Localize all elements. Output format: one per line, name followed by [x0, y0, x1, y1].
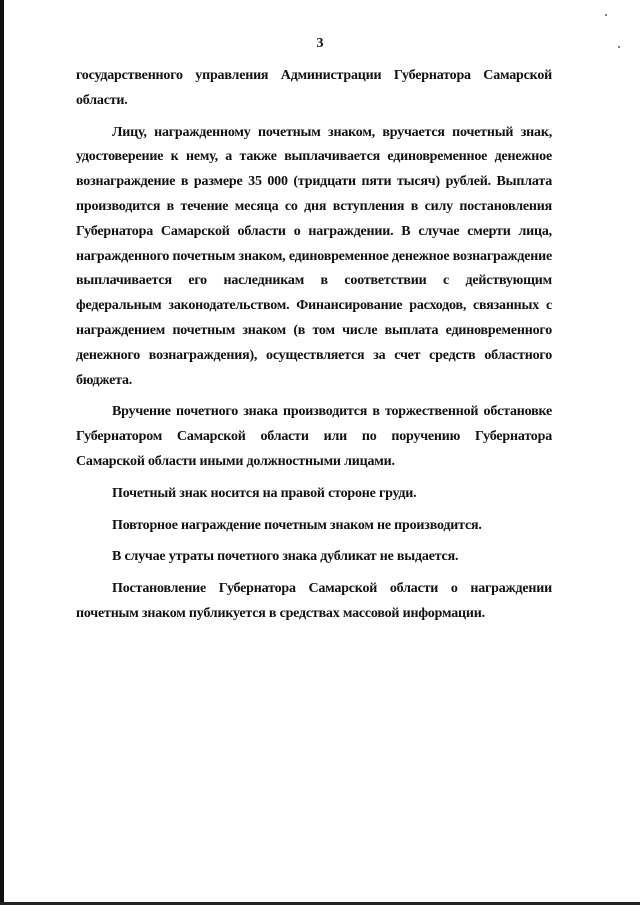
paragraph-wearing: Почетный знак носится на правой стороне груди.: [112, 485, 417, 501]
paragraph-repeat-award: Повторное награждение почетным знаком не производится.: [112, 517, 482, 533]
paragraph-award-payment: Лицу, награжденному почетным знаком, вручается почетный знак, удостоверение к нему, а также выплачивается единовременное денежное вознаграждение в размере 35 000 (тридцати пяти тысяч) рублей. Выплата производится в течение месяца со дня вступления в силу постановления Губернатора Самарской области о награждении. В случае смерти лица, награжденного почетным знаком, единовременное денежное вознаграждение выплачивается его наследникам в соответствии с действующим федеральным законодательством. Финансирование расходов, связанных с награждением почетным знаком (в том числе выплата единовременного денежного вознаграждения), осуществляется за счет средств областного бюджета.: [76, 124, 552, 388]
paragraph-loss: В случае утраты почетного знака дубликат не выдается.: [112, 549, 459, 565]
paragraph-publication: Постановление Губернатора Самарской области о награждении почетным знаком публикуется в средствах массовой информации.: [76, 581, 552, 621]
paragraph-continuation: государственного управления Администрации Губернатора Самарской области.: [76, 68, 552, 108]
scan-border-left: [0, 0, 4, 905]
paragraph-presentation: Вручение почетного знака производится в торжественной обстановке Губернатором Самарской области или по поручению Губернатора Самарской области иными должностными лицами.: [76, 404, 552, 469]
document-body: [76, 64, 552, 627]
page-number: 3: [316, 36, 324, 51]
scan-speck: [605, 14, 607, 16]
